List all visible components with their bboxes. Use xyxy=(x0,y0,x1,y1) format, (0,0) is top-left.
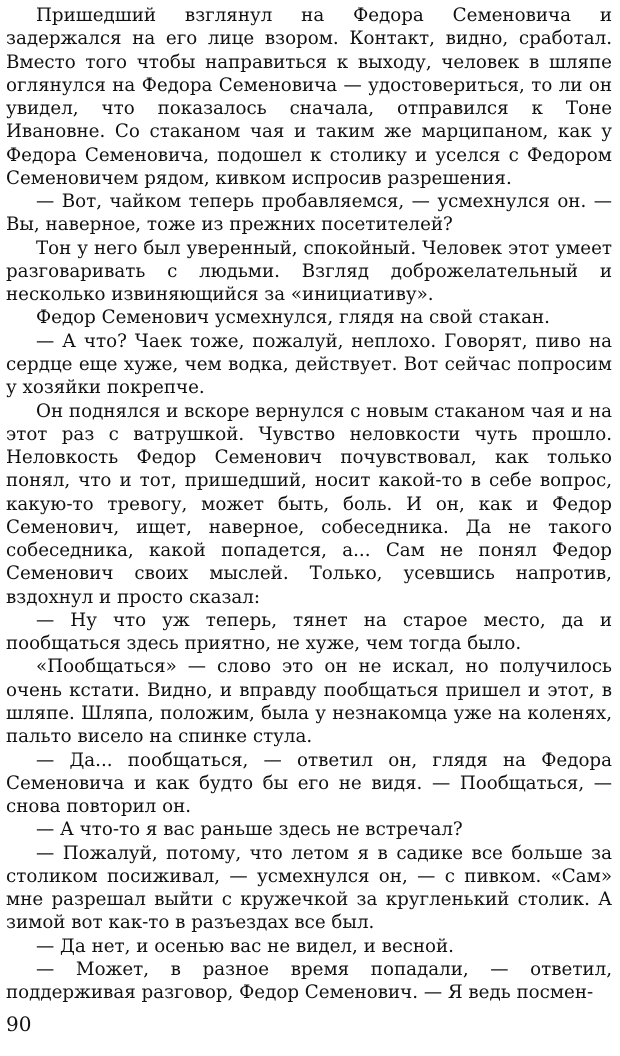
paragraph: — А что? Чаек тоже, пожалуй, неплохо. Говорят, пиво на сердце еще хуже, чем водка, действует. Вот сейчас попросим у хозяйки покрепче. xyxy=(6,330,612,399)
paragraph: — Да нет, и осенью вас не видел, и весной. xyxy=(36,935,454,957)
paragraph: — Ну что уж теперь, тянет на старое место, да и пообщаться здесь приятно, не хуже, чем тогда было. xyxy=(6,609,612,655)
paragraph: — А что-то я вас раньше здесь не встречал? xyxy=(36,819,463,841)
paragraph: Тон у него был уверенный, спокойный. Человек этот умеет разговаривать с людьми. Взгляд доброжелательный и несколько извиняющийся за «инициативу». xyxy=(6,237,612,306)
paragraph: — Вот, чайком теперь пробавляемся, — усмехнулся он. — Вы, наверное, тоже из прежних посетителей? xyxy=(6,191,612,236)
paragraph: Федор Семенович усмехнулся, глядя на свой стакан. xyxy=(36,307,550,329)
paragraph: Пришедший взглянул на Федора Семеновича и задержался на его лице взором. Контакт, видно, сработал. Вместо того чтобы направиться к выходу, человек в шляпе оглянулся на Федора Семеновича — удостовериться, то ли он увидел, что показалось сначала, отправился к Тоне Ивановне. Со стаканом чая и таким же марципаном, как у Федора Семеновича, подошел к столику и уселся с Федором Семеновичем рядом, кивком испросив разрешения. xyxy=(6,5,612,189)
paragraph: «Пообщаться» — слово это он не искал, но получилось очень кстати. Видно, и вправду пообщаться пришел и этот, в шляпе. Шляпа, положим, была у незнакомца уже на коленях, пальто висело на спинке стула. xyxy=(6,656,612,748)
paragraph: — Да... пообщаться, — ответил он, глядя на Федора Семеновича и как будто бы его не видя. — Пообщаться, — снова повторил он. xyxy=(6,749,612,818)
page-number: 90 xyxy=(6,1012,32,1036)
paragraph: Он поднялся и вскоре вернулся с новым стаканом чая и на этот раз с ватрушкой. Чувство неловкости чуть прошло. Неловкость Федор Семенович почувствовал, как только понял, что и тот, пришедший, носит какой-то в себе вопрос, какую-то тревогу, может быть, боль. И он, как и Федор Семенович, ищет, наверное, собеседника. Да не такого собеседника, какой попадется, а... Сам не понял Федор Семенович своих мыслей. Только, усевшись напротив, вздохнул и просто сказал: xyxy=(6,400,612,608)
book-page xyxy=(6,4,612,1052)
paragraph: — Может, в разное время попадали, — ответил, поддерживая разговор, Федор Семенович. — Я ведь посмен- xyxy=(6,958,612,1004)
page-text xyxy=(6,4,612,1004)
paragraph: — Пожалуй, потому, что летом я в садике все больше за столиком посиживал, — усмехнулся он, — с пивком. «Сам» мне разрешал выйти с кружечкой за кругленький столик. А зимой вот как-то в разъездах все был. xyxy=(6,842,612,934)
